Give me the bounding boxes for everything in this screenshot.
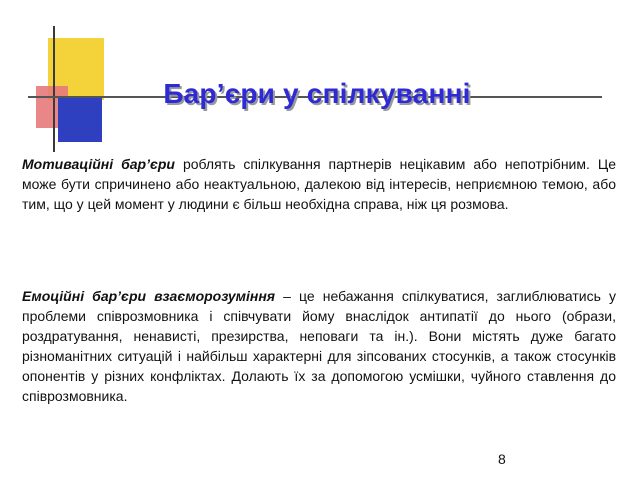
paragraph-lead: Мотиваційні бар’єри [22, 156, 175, 172]
paragraph-emotional-barriers [22, 286, 616, 406]
decor-vertical-line [53, 26, 55, 152]
paragraph-text: роблять спілкування партнерів нецікавим або непотрібним. Це може бути спричинено або неактуальною, далекою від інтересів, неприємною темою, або тим, що у цей момент у людини є більш необхідна справа, ніж ця розмова. [22, 156, 617, 212]
page-number: 8 [498, 451, 506, 467]
paragraph-lead: Емоційні бар’єри взаєморозуміння [22, 288, 276, 304]
paragraph-text: – це небажання спілкуватися, заглиблюватись у проблеми співрозмовника і співчувати йому внаслідок антипатії до нього (образи, роздратування, ненависті, презирства, неповаги та ін.). Вони містять дуже багато різноманітних ситуацій і найбільш характерні для зіпсованих стосунків, а також стосунків опонентів у різних конфліктах. Долають їх за допомогою усмішки, чуйного ставлення до співрозмовника. [22, 288, 616, 404]
paragraph-motivational-barriers [22, 154, 616, 214]
slide-title: Бар’єри у спілкуванні [163, 78, 471, 109]
